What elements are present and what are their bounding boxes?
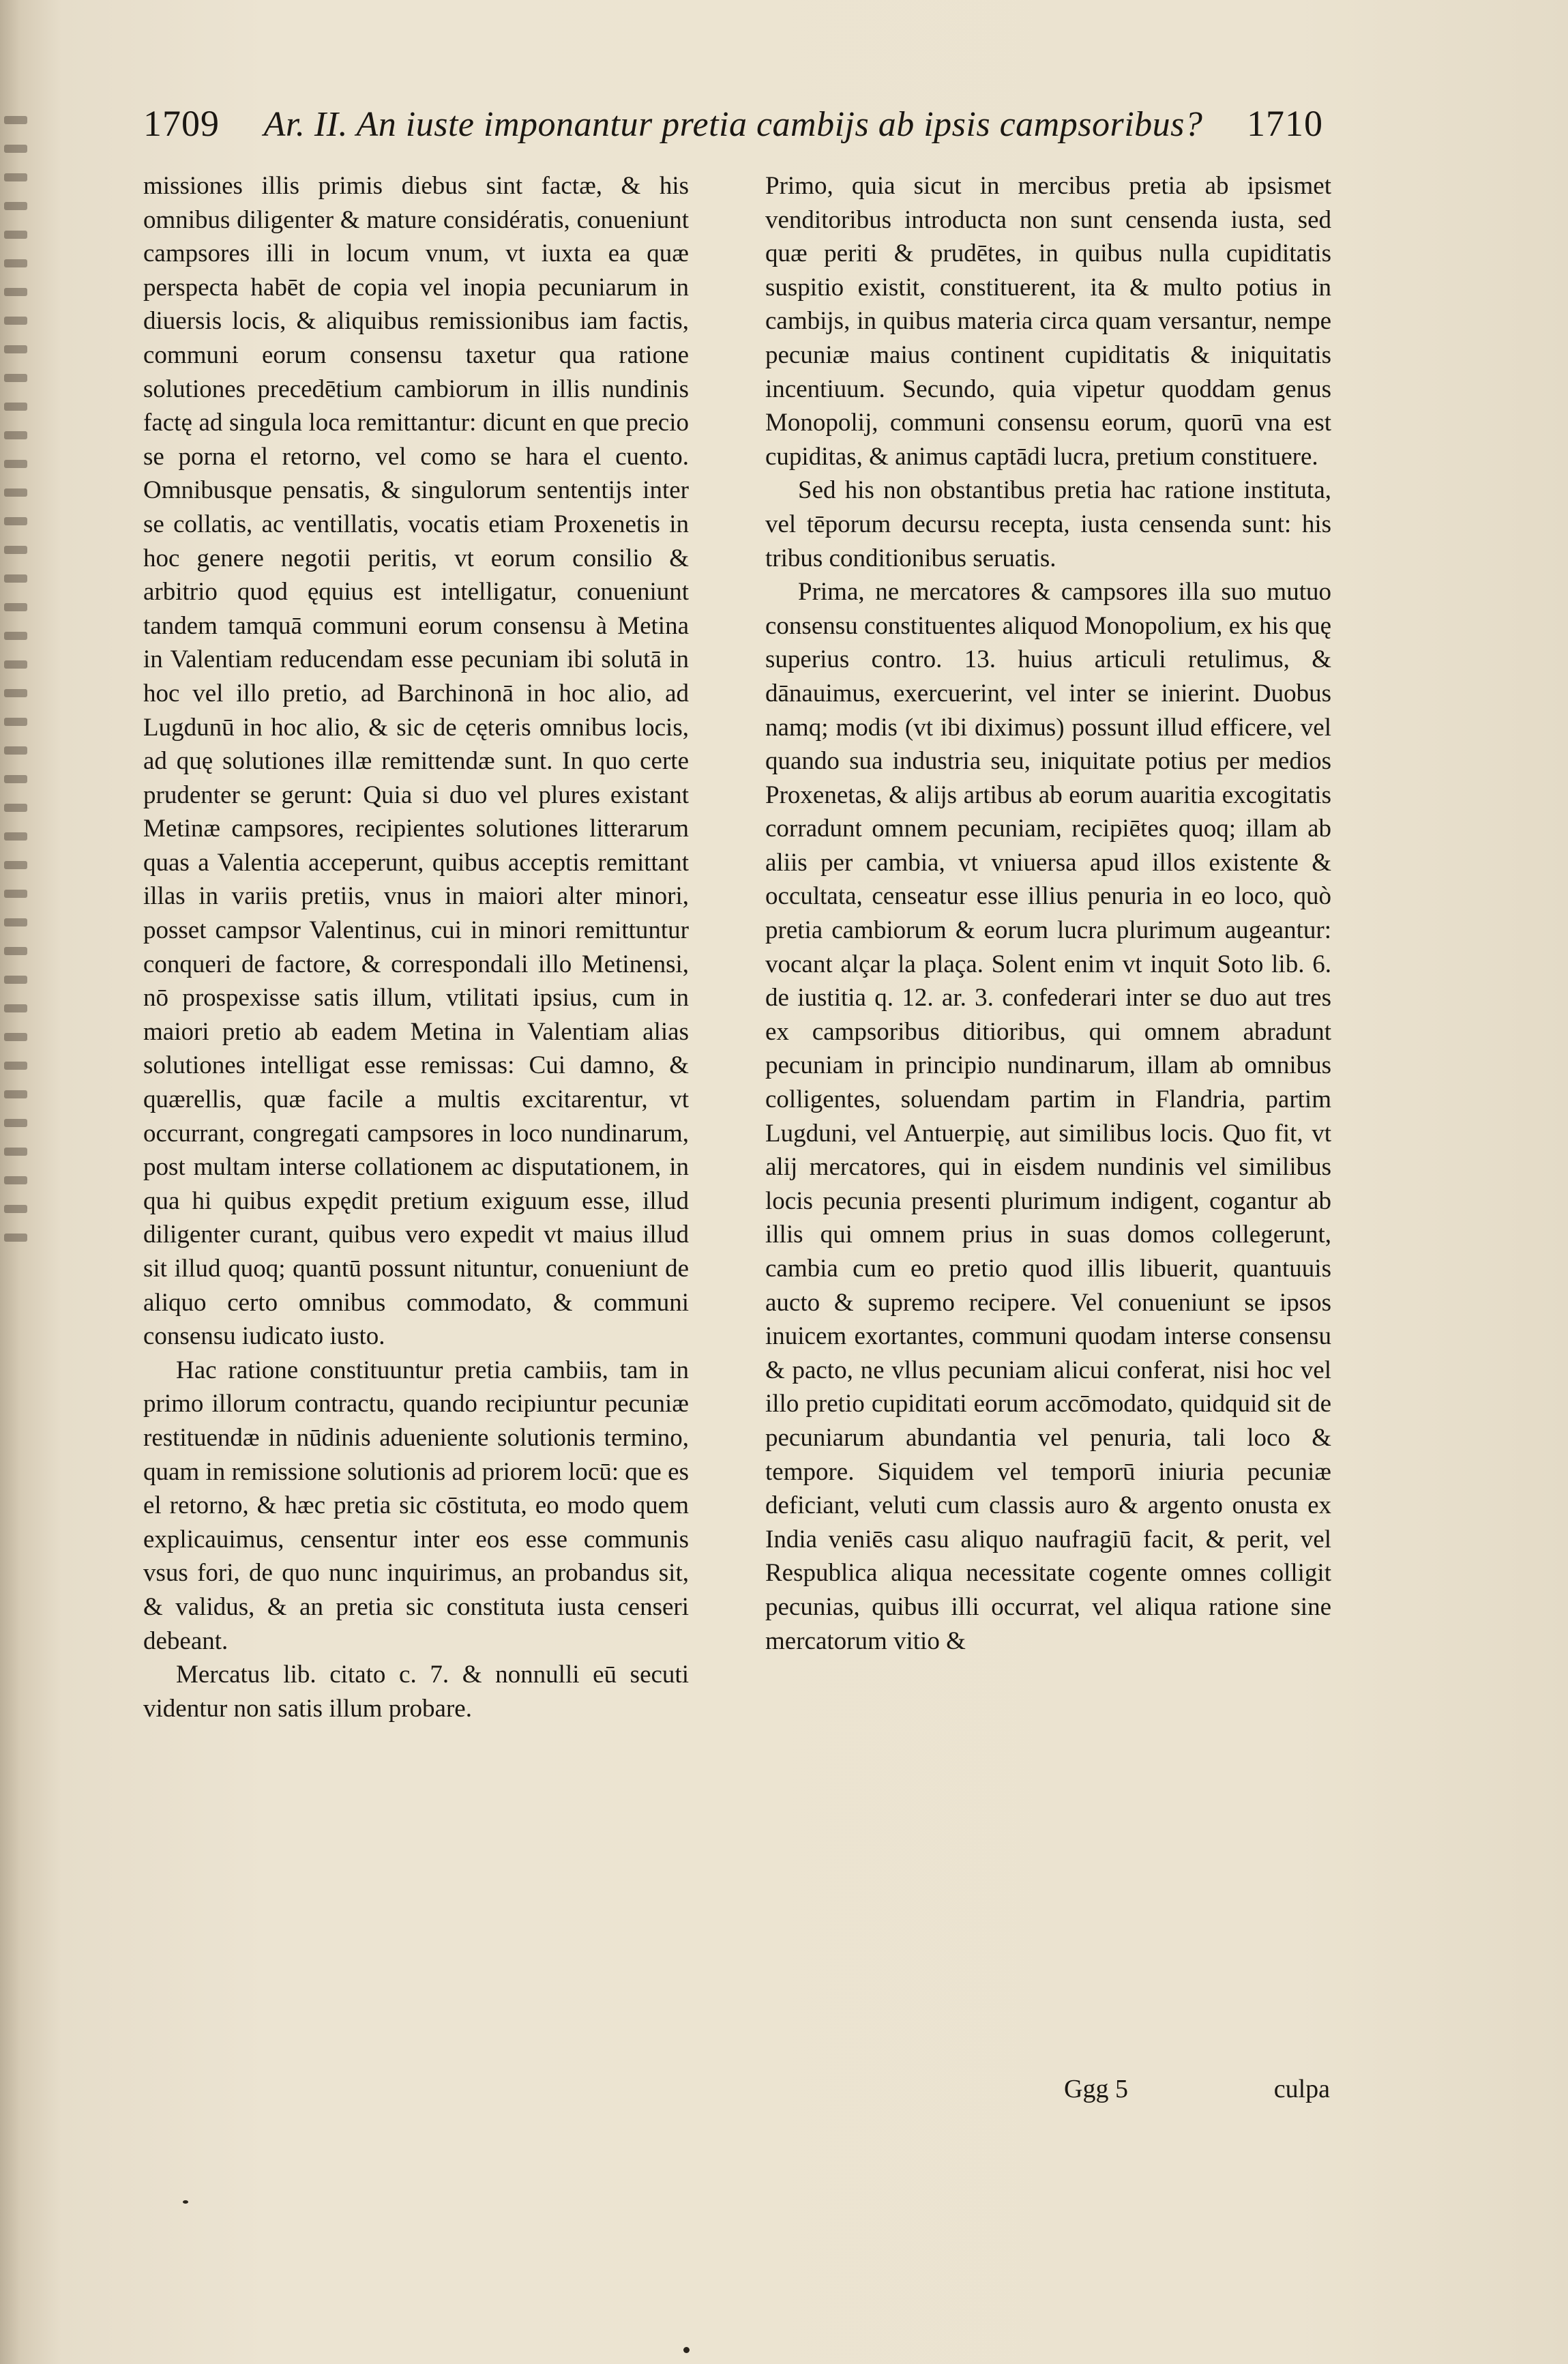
- left-paragraph-3: Mercatus lib. citato c. 7. & nonnulli eū secuti videntur non satis illum probare.: [143, 1661, 689, 1723]
- right-paragraph-3: Prima, ne mercatores & campsores illa suo mutuo consensu constituentes aliquod Monopolium, ex his quę superius contro. 13. huius articuli retulimus, & dānauimus, exercuerint, vel inter se inierint. Duobus namq; modis (vt ibi diximus) possunt illud efficere, vel quando sua industria seu, iniquitate potius per medios Proxenetas, & alijs artibus ab eorum auaritia excogitatis corradunt omnem pecuniam, recipiētes quoq; illam ab aliis per cambia, vt vniuersa apud illos existente & occultata, censeatur esse illius penuria in eo loco, quò pretia cambiorum & eorum lucra plurimum augeantur: vocant alçar la plaça. Solent enim vt inquit Soto lib. 6. de iustitia q. 12. ar. 3. confederari inter se duo aut tres ex campsoribus ditioribus, qui omnem abradunt pecuniam in principio nundinarum, illam ab omnibus colligentes, soluendam partim in Flandria, partim Lugduni, vel Antuerpię, aut similibus locis. Quo fit, vt alij mercatores, qui in eisdem nundinis vel similibus locis pecunia presenti plurimum indigent, cogantur ab illis qui omnem prius in suas domos collegerunt, cambia cum eo pretio quod illis libuerit, quantuuis aucto & supremo recipere. Vel conueniunt se ipsos inuicem exortantes, communi quodam interse consensu & pacto, ne vllus pecuniam alicui conferat, nisi hoc vel illo pretio cupiditati eorum accōmodato, quidquid sit de pecuniarum abundantia vel penuria, tali loco & tempore. Siquidem vel temporū iniuria pecuniæ deficiant, veluti cum classis auro & argento onusta ex India veniēs casu aliquo naufragiū facit, & perit, vel Respublica aliqua necessitate cogente omnes colligit pecunias, quibus illi occurrat, vel aliqua ratione sine mercatorum vitio &: [765, 578, 1331, 1655]
- running-head: Ar. II. An iuste imponantur pretia cambijs ab ipsis campsoribus?: [263, 105, 1203, 144]
- ink-speck: [183, 2200, 188, 2204]
- ink-speck: [683, 2347, 690, 2353]
- page-footer: [1064, 2074, 1330, 2104]
- signature-mark: Ggg 5: [1064, 2075, 1128, 2103]
- bleed-through-margin: [0, 96, 33, 2176]
- left-column: [143, 169, 689, 1725]
- left-paragraph-2: Hac ratione constituuntur pretia cambiis, tam in primo illorum contractu, quando recipiuntur pecuniæ restituendæ in nūdinis adueniente solutionis termino, quam in remissione solutionis ad priorem locū: que es el retorno, & hæc pretia sic cōstituta, eo modo quem explicauimus, censentur inter eos esse communis vsus fori, de quo nunc inquirimus, an probandus sit, & validus, & an pretia sic constituta iusta censeri debeant.: [143, 1356, 689, 1655]
- right-paragraph-1: Primo, quia sicut in mercibus pretia ab ipsismet venditoribus introducta non sunt censenda iusta, sed quæ periti & prudētes, in quibus nulla cupiditatis suspitio existit, constituerent, ita & multo potius in cambijs, in quibus materia circa quam versantur, nempe pecuniæ maius continent cupiditatis & iniquitatis incentiuum. Secundo, quia vipetur quoddam genus Monopolij, communi consensu eorum, quorū vna est cupiditas, & animus captādi lucra, pretium constituere.: [765, 172, 1331, 471]
- left-page-number: 1709: [143, 103, 220, 144]
- catchword: culpa: [1273, 2075, 1330, 2103]
- right-column: [765, 169, 1331, 1658]
- left-paragraph-1: missiones illis primis diebus sint factæ, & his omnibus diligenter & mature considératis, conueniunt campsores illi in locum vnum, vt iuxta ea quæ perspecta habēt de copia vel inopia pecuniarum in diuersis locis, & aliquibus remissionibus iam factis, communi eorum consensu taxetur qua ratione solutiones precedētium cambiorum in illis nundinis factę ad singula loca remittantur: dicunt en que precio se porna el retorno, vel como se hara el cuento. Omnibusque pensatis, & singulorum sententijs inter se collatis, ac ventillatis, vocatis etiam Proxenetis in hoc genere negotii peritis, vt eorum consilio & arbitrio quod ęquius est intelligatur, conueniunt tandem tamquā communi eorum consensu à Metina in Valentiam reducendam esse pecuniam ibi solutā in hoc vel illo pretio, ad Barchinonā in hoc alio, ad Lugdunū in hoc alio, & sic de cęteris omnibus locis, ad quę solutiones illæ remittendæ sunt. In quo certe prudenter se gerunt: Quia si duo vel plures existant Metinæ campsores, recipientes solutiones litterarum quas a Valentia acceperunt, quibus acceptis remittant illas in variis pretiis, vnus in maiori alter minori, posset campsor Valentinus, cui in minori remittuntur conqueri de factore, & correspondali illo Metinensi, nō prospexisse satis illum, vtilitati ipsius, cum in maiori pretio ab eadem Metina in Valentiam alias solutiones intelligat esse remissas: Cui damno, & quærellis, quæ facile a multis excitarentur, vt occurrant, congregati campsores in loco nundinarum, post multam interse collationem ac disputationem, in qua hi quibus expędit pretium exiguum esse, illud diligenter curant, quibus vero expedit vt maius illud sit illud quoq; quantū possunt nituntur, conueniunt de aliquo certo omnibus commodato, & communi consensu iudicato iusto.: [143, 172, 689, 1351]
- text-columns: [143, 169, 1330, 2080]
- right-paragraph-2: Sed his non obstantibus pretia hac ratione instituta, vel tēporum decursu recepta, iusta censenda sunt: his tribus conditionibus seruatis.: [765, 476, 1331, 572]
- page-header: [143, 102, 1323, 164]
- right-page-number: 1710: [1246, 103, 1323, 144]
